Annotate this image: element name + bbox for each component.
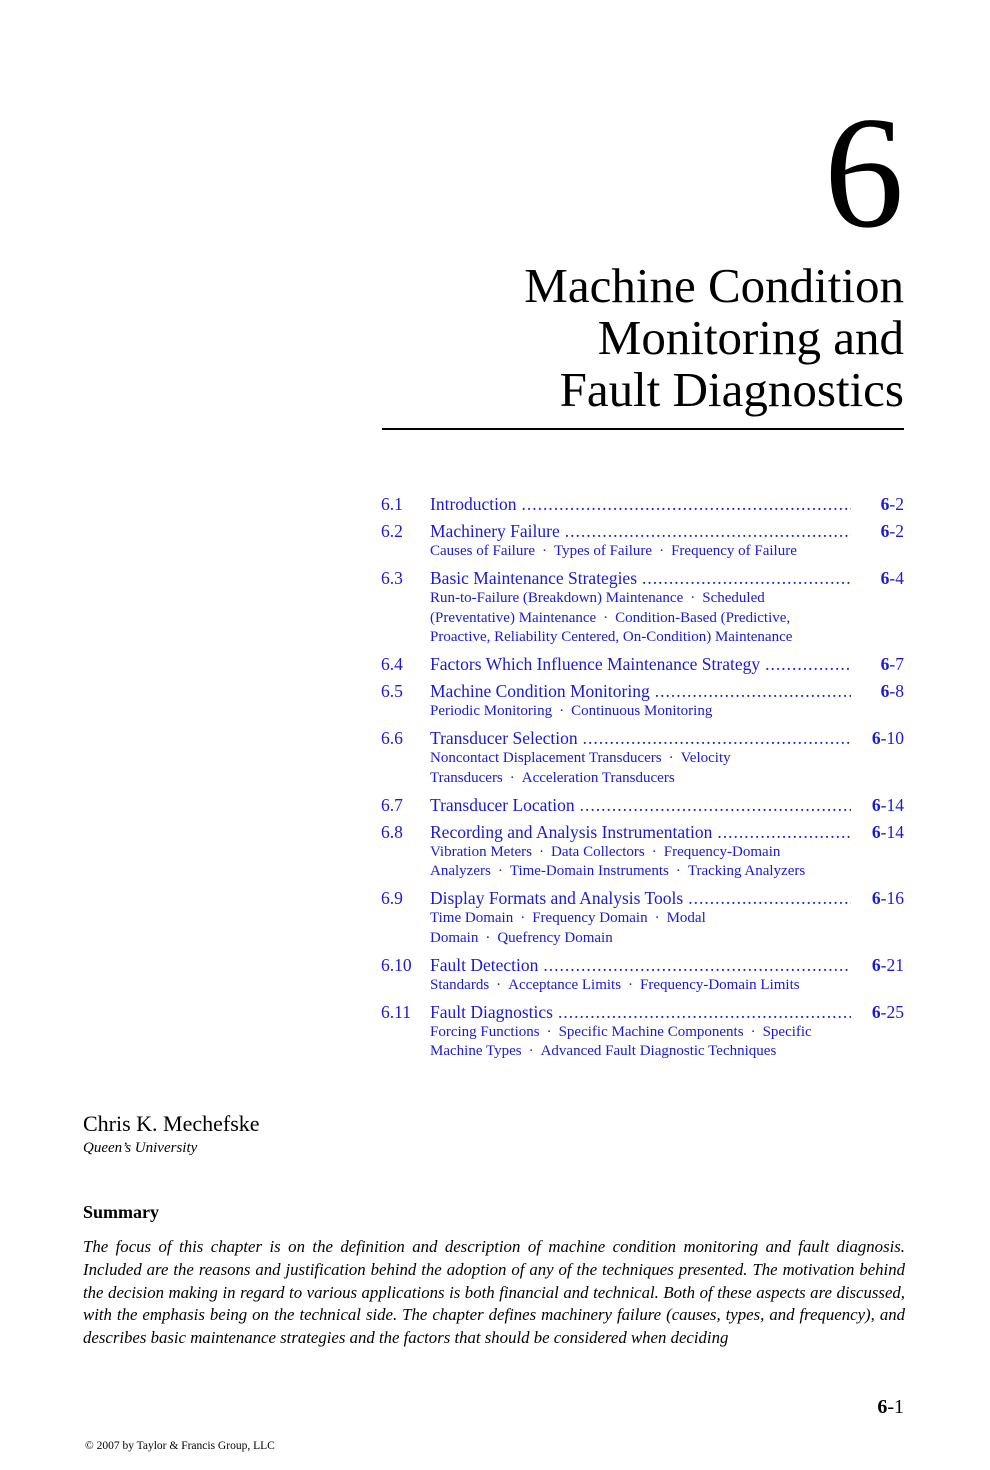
- toc-subtopic[interactable]: Frequency-Domain Limits: [640, 976, 800, 993]
- title-divider: [382, 428, 904, 430]
- toc-subtopic[interactable]: Quefrency Domain: [497, 929, 613, 946]
- toc-page-chapter: 6: [880, 521, 890, 541]
- toc-subtopic[interactable]: Data Collectors: [551, 843, 645, 860]
- bullet-separator: ·: [496, 976, 502, 993]
- toc-subtopics: [430, 976, 820, 996]
- toc-page-value: -10: [880, 727, 904, 748]
- toc-section-number: 6.8: [381, 821, 403, 842]
- toc-entry[interactable]: [381, 567, 904, 648]
- toc-page-number[interactable]: [854, 954, 904, 976]
- toc-subtopic[interactable]: Standards: [430, 976, 490, 993]
- toc-subtopic[interactable]: Noncontact Displacement Transducers: [430, 749, 662, 766]
- copyright-notice: © 2007 by Taylor & Francis Group, LLC: [85, 1440, 275, 1452]
- toc-subtopic[interactable]: Forcing Functions: [430, 1023, 540, 1040]
- bullet-separator: ·: [546, 1023, 552, 1040]
- toc-page-chapter: 6: [871, 727, 881, 748]
- table-of-contents: [381, 493, 904, 1067]
- toc-page-value: -25: [880, 1001, 904, 1022]
- chapter-title: [344, 260, 904, 416]
- toc-leader-dots: [522, 493, 851, 515]
- toc-page-value: -14: [880, 821, 904, 842]
- toc-page-chapter: 6: [880, 494, 890, 514]
- toc-section-number: 6.10: [381, 954, 412, 975]
- toc-section-title[interactable]: Basic Maintenance Strategies: [430, 567, 638, 588]
- toc-section-number: 6.7: [381, 794, 403, 815]
- summary-text: The focus of this chapter is on the definition and description of machine condition monitoring and fault diagnosis. Included are the reasons and justification behind the adoption of any of the techniques presented. The motivation behind the decision making in regard to various applications is both financial and technical. Both of these aspects are discussed, with the emphasis being on the technical side. The chapter defines machinery failure (causes, types, and frequency), and describes basic maintenance strategies and the factors that should be considered when deciding: [83, 1237, 905, 1348]
- chapter-title-line: Fault Diagnostics: [559, 362, 904, 417]
- chapter-number: 6: [824, 83, 904, 261]
- toc-entry[interactable]: [381, 1001, 904, 1063]
- toc-section-number: 6.5: [381, 681, 403, 702]
- toc-leader-dots: [765, 653, 851, 675]
- toc-page-chapter: 6: [871, 821, 881, 842]
- author-name: Chris K. Mechefske: [83, 1111, 260, 1136]
- toc-section-number: 6.1: [381, 494, 403, 514]
- chapter-title-line: Machine Condition: [524, 258, 904, 313]
- toc-page-value: -8: [889, 681, 904, 702]
- toc-page-value: -2: [889, 494, 904, 514]
- toc-section-number: 6.9: [381, 888, 403, 909]
- toc-section-title[interactable]: Machine Condition Monitoring: [430, 681, 650, 702]
- bullet-separator: ·: [509, 769, 515, 786]
- toc-subtopic[interactable]: Frequency of Failure: [671, 543, 797, 559]
- toc-page-value: -21: [880, 954, 904, 975]
- toc-section-title[interactable]: Transducer Selection: [430, 727, 578, 748]
- toc-section-title[interactable]: Machinery Failure: [430, 521, 560, 541]
- toc-subtopic[interactable]: Vibration Meters: [430, 843, 532, 860]
- bullet-separator: ·: [750, 1023, 756, 1040]
- toc-page-number[interactable]: [854, 727, 904, 749]
- toc-section-title[interactable]: Fault Diagnostics: [430, 1001, 553, 1022]
- author-block: [83, 1110, 260, 1158]
- toc-leader-dots: [642, 567, 851, 589]
- toc-page-number[interactable]: [854, 1001, 904, 1023]
- toc-leader-dots: [583, 727, 851, 749]
- toc-subtopics: [430, 749, 820, 789]
- toc-section-number: 6.4: [381, 654, 403, 675]
- toc-subtopic[interactable]: Tracking Analyzers: [687, 863, 806, 880]
- toc-subtopic[interactable]: Time Domain: [430, 910, 514, 927]
- toc-page-number[interactable]: [854, 821, 904, 843]
- toc-subtopic[interactable]: Specific Machine Components: [558, 1023, 744, 1040]
- page-number-chapter: 6: [877, 1396, 888, 1418]
- toc-entry[interactable]: [381, 680, 904, 722]
- toc-section-title[interactable]: Transducer Location: [430, 794, 575, 815]
- toc-page-number[interactable]: [854, 567, 904, 589]
- toc-section-number: 6.11: [381, 1001, 411, 1022]
- page-number: [877, 1396, 904, 1419]
- toc-section-number: 6.6: [381, 727, 403, 748]
- summary-heading: Summary: [83, 1202, 159, 1222]
- toc-section-title[interactable]: Fault Detection: [430, 954, 539, 975]
- bullet-separator: ·: [497, 863, 503, 880]
- toc-leader-dots: [558, 1001, 851, 1023]
- bullet-separator: ·: [528, 1043, 534, 1060]
- toc-page-number[interactable]: [854, 653, 904, 675]
- toc-subtopic[interactable]: Specific Machine Types: [430, 1023, 812, 1060]
- toc-subtopic[interactable]: Periodic Monitoring: [430, 703, 553, 720]
- toc-section-title[interactable]: Factors Which Influence Maintenance Strategy: [430, 654, 761, 675]
- toc-section-title[interactable]: Display Formats and Analysis Tools: [430, 888, 684, 909]
- toc-subtopics: [430, 702, 820, 722]
- toc-leader-dots: [688, 887, 851, 909]
- toc-entry[interactable]: [381, 821, 904, 883]
- toc-subtopic[interactable]: Velocity Transducers: [430, 749, 731, 786]
- toc-subtopic[interactable]: Advanced Fault Diagnostic Techniques: [540, 1043, 777, 1060]
- toc-page-chapter: 6: [871, 954, 881, 975]
- toc-page-number[interactable]: [854, 680, 904, 702]
- author-affiliation: Queen’s University: [83, 1140, 198, 1156]
- toc-page-chapter: 6: [871, 1001, 881, 1022]
- bullet-separator: ·: [520, 910, 526, 927]
- toc-subtopic[interactable]: Types of Failure: [553, 543, 653, 559]
- toc-page-value: -16: [880, 888, 904, 909]
- toc-entry[interactable]: [381, 653, 904, 675]
- toc-page-chapter: 6: [871, 794, 881, 815]
- toc-leader-dots: [655, 680, 851, 702]
- toc-entry[interactable]: [381, 493, 904, 515]
- toc-subtopic[interactable]: Run-to-Failure (Breakdown) Maintenance: [430, 589, 684, 606]
- toc-entry[interactable]: [381, 954, 904, 996]
- bullet-separator: ·: [485, 929, 491, 946]
- toc-entry[interactable]: [381, 887, 904, 949]
- toc-page-value: -14: [880, 794, 904, 815]
- toc-leader-dots: [717, 821, 851, 843]
- toc-page-number[interactable]: [854, 493, 904, 515]
- toc-subtopics: [430, 589, 820, 648]
- bullet-separator: ·: [654, 910, 660, 927]
- toc-section-title[interactable]: Introduction: [430, 494, 517, 514]
- toc-page-number[interactable]: [854, 794, 904, 816]
- toc-subtopic[interactable]: Scheduled (Preventative) Maintenance: [430, 589, 765, 626]
- toc-page-chapter: 6: [880, 654, 890, 675]
- bullet-separator: ·: [603, 609, 609, 626]
- toc-leader-dots: [580, 794, 851, 816]
- toc-subtopic[interactable]: Acceleration Transducers: [521, 769, 675, 786]
- toc-entry[interactable]: [381, 727, 904, 789]
- toc-subtopic[interactable]: Acceptance Limits: [508, 976, 622, 993]
- bullet-separator: ·: [559, 703, 565, 720]
- page-number-value: -1: [887, 1396, 904, 1418]
- toc-subtopic[interactable]: Continuous Monitoring: [571, 703, 713, 720]
- toc-entry[interactable]: [381, 794, 904, 816]
- bullet-separator: ·: [659, 543, 665, 559]
- toc-page-value: -4: [889, 567, 904, 588]
- bullet-separator: ·: [539, 843, 544, 860]
- toc-subtopic[interactable]: Frequency-Domain Analyzers: [430, 843, 781, 880]
- toc-page-number[interactable]: [854, 887, 904, 909]
- bullet-separator: ·: [628, 976, 634, 993]
- toc-leader-dots: [565, 520, 851, 542]
- toc-subtopics: [430, 909, 820, 949]
- toc-leader-dots: [543, 954, 851, 976]
- toc-page-chapter: 6: [880, 681, 890, 702]
- bullet-separator: ·: [651, 843, 657, 860]
- toc-page-chapter: 6: [880, 567, 890, 588]
- chapter-title-line: Monitoring and: [597, 310, 904, 365]
- toc-subtopic[interactable]: Modal Domain: [430, 910, 706, 946]
- toc-subtopic[interactable]: Causes of Failure: [430, 543, 535, 559]
- toc-entry[interactable]: [381, 520, 904, 562]
- toc-page-number[interactable]: [854, 520, 904, 542]
- toc-subtopics: [430, 1023, 820, 1063]
- toc-subtopics: [430, 542, 820, 562]
- toc-page-value: -2: [889, 521, 904, 541]
- bullet-separator: ·: [668, 749, 674, 766]
- toc-subtopic[interactable]: Frequency Domain: [532, 910, 648, 927]
- toc-subtopics: [430, 843, 820, 883]
- toc-subtopic[interactable]: Time-Domain Instruments: [509, 863, 669, 880]
- toc-subtopic[interactable]: Condition-Based (Predictive, Proactive, Reliability Centered, On-Condition) Maintenance: [430, 609, 793, 646]
- bullet-separator: ·: [690, 589, 696, 606]
- bullet-separator: ·: [675, 863, 681, 880]
- toc-section-number: 6.3: [381, 567, 403, 588]
- toc-section-title[interactable]: Recording and Analysis Instrumentation: [430, 821, 713, 842]
- toc-section-number: 6.2: [381, 521, 403, 541]
- toc-page-value: -7: [889, 654, 904, 675]
- toc-page-chapter: 6: [871, 888, 881, 909]
- bullet-separator: ·: [541, 543, 547, 559]
